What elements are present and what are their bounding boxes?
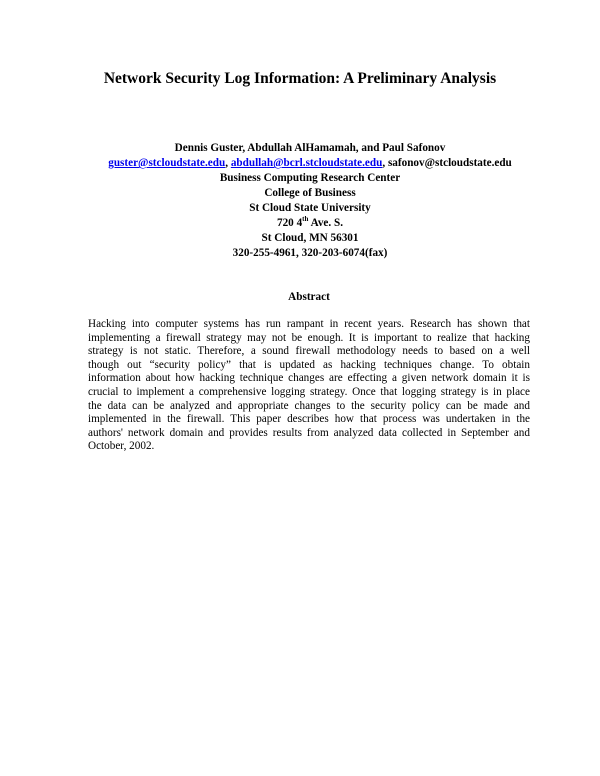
affiliation-city: St Cloud, MN 56301: [261, 232, 359, 244]
abstract-line: crucial to implement a comprehensive logging strategy. Once that logging strategy is in place: [88, 385, 530, 398]
email-link-guster[interactable]: guster@stcloudstate.edu: [108, 157, 226, 169]
abstract-body: [88, 318, 530, 454]
affiliation-phone: 320-255-4961, 320-203-6074(fax): [232, 247, 388, 259]
abstract-line: implemented in the firewall. This paper describes how that process was undertaken in the: [88, 413, 530, 426]
abstract-line: the data can be analyzed and appropriate changes to the security policy can be made and: [88, 399, 530, 412]
abstract-line: authors' network domain and provides results from analyzed data collected in September and: [88, 426, 530, 439]
affiliation-center: Business Computing Research Center: [219, 172, 401, 184]
paper-title: Network Security Log Information: A Preliminary Analysis: [103, 70, 497, 87]
author-block: [0, 141, 600, 261]
email-separator: ,: [225, 157, 231, 169]
street-number: 720 4: [276, 217, 303, 229]
abstract-line: implementing a firewall strategy may not be enough. It is important to realize that hacking: [88, 331, 530, 344]
email-link-abdullah[interactable]: abdullah@bcrl.stcloudstate.edu: [230, 157, 383, 169]
email-safonov: safonov@stcloudstate.edu: [387, 157, 512, 169]
affiliation-street: [0, 216, 600, 231]
email-separator: ,: [382, 157, 388, 169]
affiliation-university: St Cloud State University: [249, 202, 371, 214]
street-rest: Ave. S.: [308, 217, 343, 229]
abstract-line: information about how hacking technique changes are effecting a given network domain it is: [88, 372, 530, 385]
abstract-line: strategy is not static. Therefore, a sound firewall methodology needs to based on a well: [88, 345, 530, 358]
author-names: Dennis Guster, Abdullah AlHamamah, and Paul Safonov: [174, 142, 446, 154]
affiliation-college: College of Business: [264, 187, 356, 199]
abstract-line: though out “security policy” that is updated as hacking techniques change. To obtain: [88, 358, 530, 371]
abstract-line: Hacking into computer systems has run rampant in recent years. Research has shown that: [88, 318, 530, 330]
abstract-heading: Abstract: [288, 291, 330, 303]
abstract-line: October, 2002.: [88, 440, 155, 453]
author-emails: [0, 156, 600, 171]
street-superscript: th: [302, 215, 309, 223]
